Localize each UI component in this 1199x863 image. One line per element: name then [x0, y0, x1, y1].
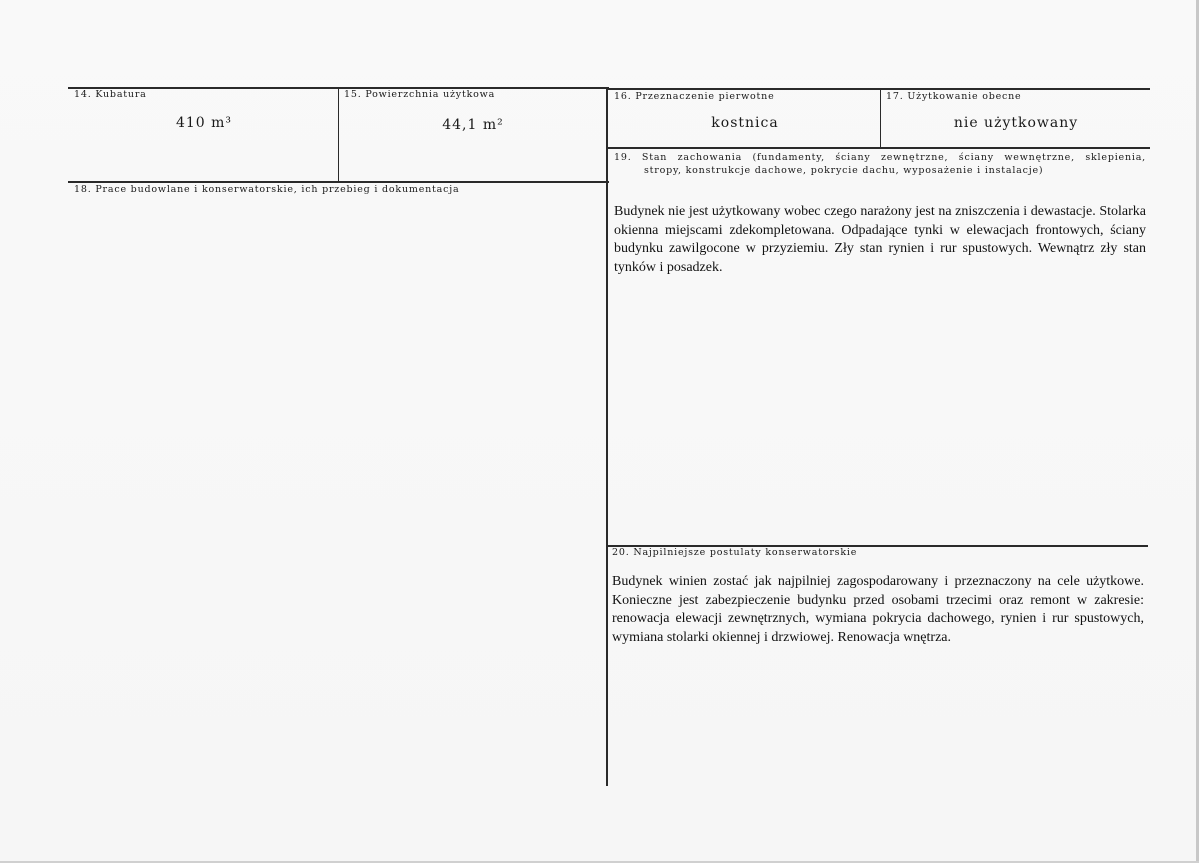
field-19-label-line1: 19. Stan zachowania (fundamenty, ściany zewnętrzne, ściany wewnętrzne, sklepienia, [614, 152, 1146, 163]
divider-14-15 [338, 87, 339, 182]
rule-above-19 [608, 147, 1150, 149]
field-19-text: Budynek nie jest użytkowany wobec czego narażony jest na zniszczenia i dewastacje. Stolarka okienna miejscami zdekompletowana. Odpadające tynki w elewacjach frontowych, ściany budynku zawilgocone w przyziemiu. Zły stan rynien i rur spustowych. Wewnątrz zły stan tynków i posadzek. [614, 204, 1146, 275]
field-16-label: 16. Przeznaczenie pierwotne [614, 91, 775, 102]
field-17-label: 17. Użytkowanie obecne [886, 91, 1022, 102]
divider-16-17 [880, 89, 881, 148]
field-20-text: Budynek winien zostać jak najpilniej zagospodarowany i przeznaczony na cele użytkowe. Konieczne jest zabezpieczenie budynku przed osobami trzecimi oraz remont w zakresie: renowacja elewacji zewnętrznych, wymiana pokrycia dachowego, rynien i rur spustowych, wymiana stolarki okiennej i drzwiowej. Renowacja wnętrza. [612, 574, 1144, 645]
field-19-label [614, 151, 1146, 177]
field-15-label: 15. Powierzchnia użytkowa [344, 89, 496, 100]
field-14-label: 14. Kubatura [74, 89, 147, 100]
field-14-value: 410 m³ [175, 115, 233, 131]
field-20-label: 20. Najpilniejsze postulaty konserwatorskie [612, 547, 858, 558]
field-15-value: 44,1 m² [442, 117, 504, 133]
rule-above-18 [68, 181, 609, 183]
field-16-value: kostnica [711, 115, 779, 131]
field-18-label: 18. Prace budowlane i konserwatorskie, ich przebieg i dokumentacja [74, 184, 460, 195]
main-vertical-divider [606, 87, 608, 786]
top-rule-right [608, 88, 1150, 90]
field-19-label-line2: stropy, konstrukcje dachowe, pokrycie dachu, wyposażenie i instalacje) [644, 165, 1044, 176]
field-17-value: nie użytkowany [953, 115, 1079, 131]
